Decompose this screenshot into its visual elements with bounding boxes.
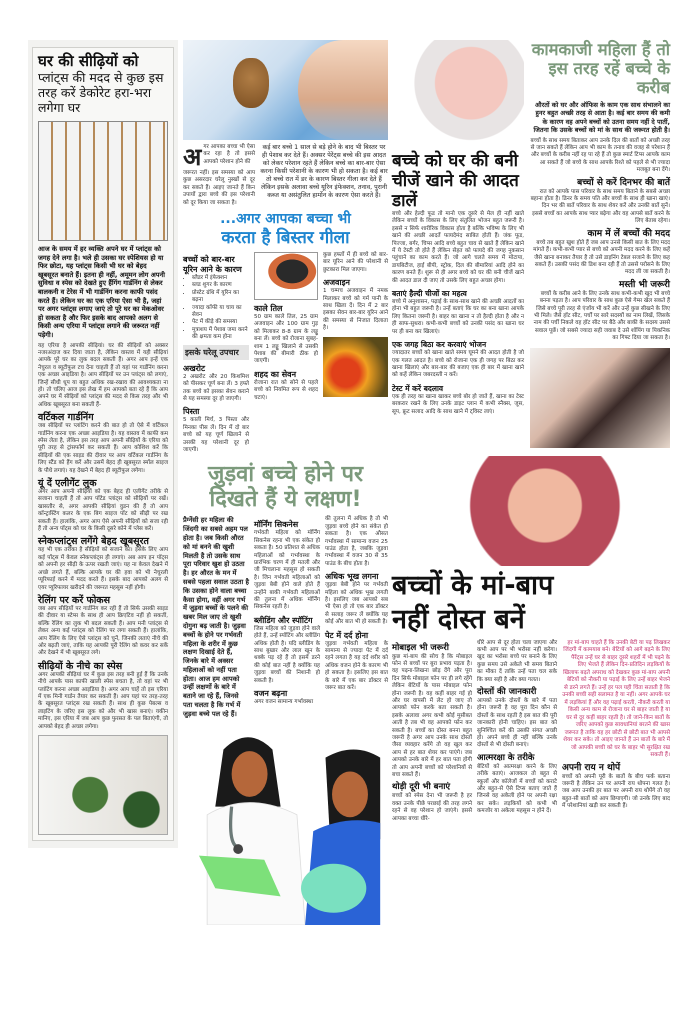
section-heading: शहद का सेवन — [254, 369, 297, 379]
cause-item: • ज्यादा कॉफी या चाय का सेवन — [192, 305, 249, 320]
cause-item: • ब्लड शुगर के कारण — [192, 282, 249, 289]
section-text: जब आप सीढ़ियों पर गार्डनिंग कर रही हैं तो सिर्फ उसकी साइड की दीवार या स्टेप्स के साथ ही आप क्रिएटिव नहीं हो सकतीं, बल्कि रेलिंग का लुक भी बदल सकती हैं। आप मनी प्लांट्स से लेकर अन्य कई प्लांट्स को रेलिंग पर लगा सकती हैं। हालांकि, आप रेलिंग के लिए ऐसे प्लांट्स को चुनें, जिनकी लताएं नीचे की ओर बढ़ती जाएं, ताकि यह आपकी पूरी रेलिंग को कवर कर सकें और देखने में भी खूबसूरत लगे। — [38, 605, 168, 657]
center-column — [183, 40, 388, 925]
parents-headline-line1: बच्चों के मां-बाप — [392, 569, 554, 601]
section-text: ज्यादातर बच्चों को खाना खाते समय घूमने की आदत होती है जो एक गलत आदत है। बच्चे को रोजाना एक ही जगह पर बिठा कर खाना खिलाएं और बार-बार की बजाए एक ही बार में खाना खाने को कहें लेकिन जबरदस्ती न करें। — [392, 350, 524, 379]
section-text: रात को आपके पास परिवार के साथ समय बिताने के सबसे अच्छा बहाना होता है। डिनर के समय पति और बच्चों के साथ ही खाना खाएं। दिन भर की बातें परिवार के साथ शेयर करें और उनकी बातें सुनें। इससे बच्चों का आपके साथ प्यार बढ़ेगा और वह आपसे बातें करने के लिए बेताब रहेगा। — [530, 188, 670, 225]
bedwetting-lead: कई बार बच्चे 1 साल से बड़े होने के बाद भी बिस्तर पर ही पेशाब कर देते हैं। अक्सर पेरेंट्स बच्चे की इस आदत को लेकर परेशान रहते हैं लेकिन बच्चे का बार-बार ऐसा करना किसी परेशानी के कारण भी हो सकता है। कई बार तो बच्चे रात में डर के कारण बिस्तर गीला कर देते हैं लेकिन इसके अलावा बच्चे यूरिन इंफेक्शन, तनाव, पुरानी कब्ज या असंतुलित हार्मोन के कारण ऐसा करते हैं। — [260, 144, 388, 199]
remedies-mid — [254, 303, 318, 402]
section-text: बच्चे में अनुशासन, पढ़ाई के साथ-साथ खाने की अच्छी आदतों का होना भी बहुत जरूरी है। उन्हें बताएं कि घर का बना खाना आपके लिए कितना जरूरी है। बाहर का खाना न तो हैल्दी होता है और न ही साफ-सुथरा। कभी-कभी बच्चों को उनकी पसंद का खाना घर पर ही बना कर खिलाएं। — [392, 299, 524, 335]
section-heading: अखरोट — [183, 363, 206, 373]
section-heading: स्नेकप्लांट्स लगेंगे बेहद खूबसूरत — [38, 536, 149, 548]
parents-columns — [392, 640, 670, 824]
parents-col2 — [477, 640, 557, 816]
section-heading: आत्मरक्षा के तरीके — [477, 752, 535, 763]
remedies-right-sections — [323, 277, 388, 332]
right-region — [392, 40, 670, 823]
causes-list — [183, 275, 249, 342]
child — [298, 40, 388, 140]
twins-headline — [183, 462, 388, 512]
causes-column — [183, 252, 249, 454]
parents-col2-sections — [477, 687, 557, 816]
bedwetting-headline-line1: ...अगर आपका बच्चा भी — [220, 211, 351, 228]
parents-headline — [392, 569, 670, 637]
section-text: जुड़वा बेबी होने पर गर्भवती महिला को अधिक भूख लगती है। इसलिए जब आपको सब भी ऐसा हो तो एक बार डॉक्टर से सलाह जरूर लें क्योंकि यह कोई और बात भी हो सकती है। — [325, 582, 388, 626]
section-heading: सीढ़ियों के नीचे का स्पेस — [38, 660, 123, 672]
section-text: आपको उनके दोस्तों के बारे में पता होना जरूरी है वह पूरा दिन कौन से दोस्तों के साथ रहती है इस बात की पूरी जानकारी होनी चाहिए। इस बात को सुनिश्चित करें की उसकी संगत अच्छी हो। अपने बच्चे ही नहीं बल्कि उनके दोस्तों से भी दोस्ती बनाएं। — [477, 698, 557, 749]
causes-title: बच्चों को बार-बार यूरिन आने के कारण — [183, 255, 242, 275]
section-heading: दोस्तों की जानकारी — [477, 687, 537, 697]
remedies-mid-column — [254, 252, 318, 402]
stairs-headline — [38, 53, 168, 115]
remedies-right — [323, 252, 388, 397]
section-text: अगर वजन सामान्य गर्भावस्था — [254, 699, 314, 706]
babyfood-sections — [392, 288, 524, 416]
section-heading: काले तिल — [254, 304, 283, 314]
drop-cap: अ — [183, 143, 202, 171]
section-heading: पेट में दर्द होना — [325, 630, 369, 640]
honey-photo — [323, 337, 388, 397]
section-text: एक ही तरह का खाना खाकर बच्चे बोर हो जाते हैं, खाना का टेस्ट बरकरार रखने के लिए उनके डाइट प्लान में कभी स्नैक्स, जूस, सूप, फ्रूट सलाद आदि के साथ खाने में ट्विस्ट लाएं। — [392, 393, 524, 415]
parents-col3-wrap — [562, 640, 670, 811]
bedwetting-lead-row — [183, 140, 388, 207]
babyfood-headline: बच्चे को घर की बनी चीजें खाने की आदत डालें — [392, 151, 519, 211]
section-heading: यूं दें एलीगेंट लुक — [38, 478, 97, 490]
right-top-row — [392, 40, 670, 448]
twins-col3-lead: की तुलना में अधिक है तो भी जुड़वा बच्चे होने का संकेत हो सकता है। एक औसत गर्भावस्था में सामान्य वजन 25 पाउंड होता है, जबकि जुड़वा गर्भावस्था में वजन 30 से 35 पाउंड के बीच होता है। — [325, 516, 388, 567]
cause-item: • पेट में कीड़े की समस्या — [192, 319, 249, 326]
section-heading: पिस्ता — [183, 407, 200, 417]
babyfood-article — [392, 40, 524, 416]
remedies-left — [183, 363, 249, 455]
stairs-headline-line1: घर की सीढ़ियों को — [38, 52, 139, 70]
bedwetting-headline — [183, 211, 388, 248]
section-heading: मॉर्निंग सिकनेस — [254, 520, 299, 530]
babyfood-body — [392, 211, 524, 416]
cause-item: • ब्लैडर में इंफेक्शन — [192, 275, 249, 282]
doctor-pregnant-woman-illustration — [183, 725, 388, 925]
stairs-intro: आज के समय में हर व्यक्ति अपने घर में प्लांट्स को जगह देने लगा है। भले ही उसका घर स्पेशियस हो या फिर छोटा, यह प्लांट्स किसी भी घर को बेहद खूबसूरत बनाते हैं। इतना ही नहीं, अमूमन लोग अपनी सुविधा व स्पेस को देखते हुए हैंगिंग गार्डनिंग से लेकर बालकनी व टेरेस में भी गार्डनिंग करना काफी पसंद करते हैं। लेकिन घर का एक एरिया ऐसा भी है, जहां पर अगर प्लांट्स लगाए जाएं तो पूरे घर का मेकओवर हो सकता है और फिर इसके बाद आपको अलग से किसी अन्य एरिया में प्लांट्स लगाने की जरूरत नहीं पड़ेगी। — [38, 245, 165, 339]
section-text: बच्चों के करीब आने के लिए उनके साथ कभी-कभी खुद भी बच्चे बनना पड़ता है। आप परिवार के साथ कुछ ऐसे गेम्स खेल सकते हैं जिसे बच्चे पूरी तरह से एंजॉय भी करें और उन्हें कुछ सीखने के लिए भी मिले। जैसे हॉट सीट, पर्चों पर सारे सदस्यों का नाम लिखें, जिसके नाम की पर्ची निकले वह हॉट सीट पर बैठे और बाकी के सदस्य उससे सवाल पूछें। जो सबसे ज्यादा सही जवाब दे उसे शॉपिंग या पिकनिक का गिफ्ट दिया जा सकता है। — [533, 290, 670, 342]
section-text: रोजाना रात को सोने से पहले बच्चे को नियमित रूप से शहद चटाएं। — [254, 379, 318, 401]
remedies-row — [183, 252, 388, 454]
section-text: गर्भवती महिला को मॉर्निंग सिकनेस रहना भी एक संकेत हो सकता है। 50 प्रतिशत से अधिक महिलाओं को गर्भावस्था के प्रारंभिक चरण में ही मतली और जी मिचलाना महसूस हो सकती है। जिन गर्भवती महिलाओं को जुड़वा बेबी होने वाले होते हैं उन्होंने बाकी गर्भवती महिलाओं की तुलना में अधिक मॉर्निंग सिकनेस रहती है। — [254, 530, 320, 611]
parents-col1 — [392, 640, 472, 824]
parents-headline-line2: नहीं दोस्त बनें — [392, 603, 525, 635]
spiral-stairs-photo — [38, 735, 168, 835]
section-text: 50 ग्राम काले तिल, 25 ग्राम अजवाइन और 100 ग्राम गुड़ को मिलाकर 8-8 ग्राम के लड्डू बना लें। बच्चे को रोजाना सुबह-शाम 1 लड्डू खिलाने से उसकी पेशाब की बीमारी ठीक हो जाएगी। — [254, 314, 318, 365]
bedwetting-intro-cont: जरूरत नहीं। इस समस्या को आप कुछ असरदार घरेलू नुस्खों से दूर कर सकते हैं। आइए जानते हैं किन उपायों द्वारा बच्चे की इस परेशानी को दूर किया जा सकता है। — [183, 170, 255, 206]
section-heading: टेस्ट में करें बदलाव — [392, 383, 444, 393]
stairs-headline-line2: प्लांट्स की मदद से कुछ इस तरह करें डेकोरेट हरा-भरा लगेगा घर — [38, 70, 164, 115]
working-headline: कामकाजी महिला हैं तो इस तरह रहें बच्चे के करीब — [531, 40, 670, 97]
babyfood-paragraph: बच्चे और हेल्दी फूड तो मानो एक दूसरे से मेल ही नहीं खाते लेकिन बच्चों के विकास के लिए संतुलित भोजन बहुत जरूरी है। इससे न सिर्फ शारीरिक विकास होता है बल्कि भविष्य के लिए भी खाने की अच्छी आदतें फायदेमंद साबित होती हैं। जंक फूड, पिज्जा, बर्गर, चिप्स आदि बच्चे बहुत चाव से खाते हैं लेकिन खाने में ये टेस्टी तो होते हैं लेकिन सेहत को फायदे की जगह नुकसान पहुंचाने का काम करते हैं। जो आगे चलते समय में मोटापा, डायबिटीज, हाई बीपी, स्ट्रोक, दिल की बीमारियां आदि होने का कारण बनते हैं। शुरू से ही अगर बच्चे को घर की बनी चीजें खाने की आदत डाल दी जाए तो उसके लिए बहुत अच्छा होगा। — [392, 211, 524, 284]
twins-headline-line1: जुड़वां बच्चे होने पर — [208, 462, 363, 488]
twins-col2 — [254, 516, 320, 706]
section-text: कुछ मां-बाप की सोच है कि मोबाइल फोन से बच्चों पर बुरा प्रभाव पड़ता है। वह पढ़ना-लिखना छोड़ देंगे और पूरा दिन सिर्फ मोबाइल फोन पर ही लगे रहेंगे लेकिन बेटियों के पास मोबाइल फोन होना जरूरी है। वह कहीं बाहर गई हो और घर वापसी में लेट हो जाए तो आपको फोन करके बता सकती है। इसके अलावा अगर कभी कोई मुसीबत आती है तब भी वह आपको फोन कर सकती है। बच्चों का दोस्त बनना बहुत जरूरी है अगर आप उनके साथ दोस्तों जैसा व्यवहार करेंगे तो वह खुल कर आप से हर बात शेयर कर पाएंगे। जब आपको उनके बारे में हर बात पता होगी तो आप अपनी बच्चों को परेशानियों से बचा सकते हैं। — [392, 653, 472, 779]
section-text: बेटियों को आत्मरक्षा करने के लिए तरीके बताएं। आजकल तो बहुत से स्कूलों और कॉलेजों में बच्चों को कराटे और बहुत-से ऐसे टिप्स बताए जाते हैं जिनसे वह अकेली होने पर अपनी रक्षा कर सके। लड़कियों को कभी भी कमजोर या अकेला महसूस न होने दें। — [477, 763, 557, 815]
section-heading: अजवाइन — [323, 278, 350, 288]
section-heading: एक जगह बिठा कर करवाएं भोजन — [392, 340, 487, 350]
section-heading: वजन बढ़ना — [254, 689, 288, 699]
section-heading: बच्चों से करें दिनभर की बातें — [577, 177, 670, 188]
working-mother-article — [530, 40, 670, 448]
parents-col3 — [562, 763, 670, 811]
bedwetting-intro-block — [183, 144, 255, 207]
section-text: जिस महिला को जुड़वा होने वाले होते हैं, उन्हें स्पॉटिंग और ब्लीडिंग अधिक होती है। यदि ब्लीडिंग के साथ बुखार और लाल खून के थक्के पड़ रहे हैं तो इसमें डरने की कोई बात नहीं है क्योंकि यह जुड़वा बच्चों की निशानी हो सकती है। — [254, 625, 320, 684]
twins-col3 — [325, 516, 388, 692]
section-heading: वर्टिकल गार्डनिंग — [38, 412, 94, 424]
section-text: अगर आपकी सीढ़ियां घर में कुछ इस तरह बनी हुई हैं कि उनके नीचे आपके पास काफी खाली स्पेस बचता है, तो वहां पर भी प्लांटिंग करना अच्छा आइडिया है। अगर आप चाहें तो इस एरिया में एक मिनी गार्डन तैयार कर सकती हैं। आप यहां पर तरह-तरह के खूबसूरत प्लांट्स रख सकती हैं। साथ ही कुछ पेबल्स व लाइटिंग के जरिए इस लुक को और भी खास बनाएं। यकीन मानिए, इस एरिया में जब आप कुछ फुरसत के पल बिताएंगी, तो आपको बेहद ही अच्छा लगेगा। — [38, 671, 168, 730]
mother-daughter-photo — [530, 348, 670, 448]
section-text: बच्चे तब बहुत खुश होते हैं जब आप उनसे किसी बात के लिए मदद मांगते हैं। कभी-कभी प्यार से बच्चे को अपनी मदद करने के लिए कहें जैसे खाना बनाकर तैयार है तो उसे डाइनिंग टेबल सजाने के लिए कह सकते हैं। उसकी पसंद की डिश बना रही हैं तो उससे परोसने के लिए मदद ली जा सकती है। — [533, 239, 670, 276]
girl-phone-photo — [392, 456, 670, 566]
section-heading: अधिक भूख लगना — [325, 572, 379, 582]
working-sections — [530, 178, 670, 343]
section-text: अगर आप अपनी सीढ़ियों को एक बेहद ही एलीगेंट तरीके से सजाना चाहती हैं तो आप पॉटेड प्लांट्स को सीढ़ियों पर रखें। खासतौर से, अगर आपकी सीढ़ियां वुडन की हैं तो आप कॉन्ट्रास्टिंग कलर के एक बिग साइज पॉट को सीढ़ी पर रख सकती हैं। हालांकि, अगर आप ऐसे अपनी सीढ़ियों को सजा रही हैं तो अन्य पॉट्स को घर के किसी दूसरे कोने में प्लेस करें। — [38, 489, 168, 533]
black-sesame-photo — [254, 252, 318, 300]
section-text: जुड़वा गर्भवती महिला के सामान्य से ज्यादा पेट में दर्द रहने लगता है यह दर्द शरीर को अधिक वजन होने के कारण भी हो सकता है। इसलिए इस बात के बारे में एक बार डॉक्टर से जरूर बात करें। — [325, 640, 388, 692]
bedwetting-intro: गर आपका बच्चा भी ऐसा कर रहा है तो इससे आपको परेशान होने की — [203, 144, 255, 165]
section-text: यह भी एक तरीका है सीढ़ियों को सजाने का। इसके लिए आप कई पॉट्स में केवल स्नेकप्लांट्स ही लगाएं। अब आप इन पॉट्स को अपनी हर सीढ़ी के ऊपर रखती जाएं। यह ना केवल देखने में अच्छे लगते हैं, बल्कि आपके घर की हवा को भी नेचुरली प्यूरिफाई करने में मदद करते हैं। इसके बाद आपको अलग से एयर प्यूरिफायर खरीदने की जरूरत महसूस नहीं होगी। — [38, 547, 168, 591]
stairs-paragraph: यह एरिया है आपकी सीढ़ियां। घर की सीढ़ियों को अक्सर नजरअंदाज कर दिया जाता है, लेकिन वास्तव में यही सीढ़ियां आपके पूरे घर का लुक बदल सकती हैं। अगर आप इन्हें एक नेचुरल व ब्यूटीफुल टच देना चाहती हैं तो यहां पर गार्डनिंग करना एक अच्छा आइडिया है। आप सीढ़ियों पर उन प्लांट्स को लगाएं, जिन्हें सीधी धूप या बहुत अधिक रख-रखाव की आवश्यकता ना हो। तो चलिए आज इस लेख में हम आपको बता रहे हैं कि आप अपने घर में सीढ़ियों को प्लांट्स की मदद से किस तरह और भी अधिक खूबसूरत बना सकती हैं- — [38, 342, 168, 408]
twins-col3-sections — [325, 571, 388, 692]
section-heading: काम में लें बच्चों की मदद — [587, 228, 670, 239]
section-heading: अपनी राय न थोपें — [562, 762, 621, 773]
section-heading: बताएं हैल्दी चीजों का महत्व — [392, 289, 467, 299]
section-heading: रेलिंग पर करें फोकस — [38, 594, 111, 606]
remedies-right-lead: कुछ हफ्तों में ही बच्चे को बार-बार यूरिन आने की परेशानी से छुटकारा मिल जाएगा। — [323, 252, 388, 273]
section-heading: थोड़ी दूरी भी बनाएं — [392, 782, 451, 793]
section-heading: मोबाइल भी जरूरी — [392, 642, 449, 653]
remedies-title: इसके घरेलू उपचार — [183, 345, 249, 360]
bedwetting-photo — [183, 40, 388, 140]
stairs-article-box — [32, 47, 174, 841]
twins-headline-line2: दिखते हैं ये लक्षण! — [209, 487, 362, 513]
section-text: बच्चों को अपनी पूरी के बातों के बीच फर्क बताना जरूरी है लेकिन उन पर अपनी राय थोपना गलत है। जब आप उनकी हर बात पर अपनी राय थोपेंगे तो वह बहुत-सी बातों को आप छिपाएगी। जो उनके लिए बाद में परेशानियां खड़ी कर सकती हैं। — [562, 773, 670, 810]
cause-item: • मूत्राशय में पेशाब जमा करने की क्षमता कम होना — [192, 327, 249, 342]
section-text: जब सीढ़ियों पर प्लांटिंग करने की बात हो तो ऐसे में वर्टिकल गार्डनिंग करना एक अच्छा आइडिया है। यह वास्तव में काफी कम स्पेस लेता है, लेकिन इस तरह आप अपनी सीढ़ियों के एरिया को पूरी तरह से ट्रांसफॉर्म कर सकती हैं। आप कोशिश करें कि सीढ़ियों की एक साइड की दीवार पर आप वर्टिकल गार्डनिंग के लिए स्टैंड को हैंग करें और उसमें बेहद ही खूबसूरत स्मॉल साइज के पौधे लगाएं। यह देखने में बेहद ही ब्यूटीफुल लगेगा। — [38, 423, 168, 474]
stairs-article — [28, 40, 178, 848]
bedwetting-headline-line2: करता है बिस्तर गीला — [221, 228, 350, 249]
section-heading: मस्ती भी जरूरी — [619, 279, 670, 290]
parents-pink-intro: हर मां-बाप चाहते हैं कि उनकी बेटी या पढ़ लिखकर जिंदगी में कामयाब बने। बेटियों को आगे बढ़ने के लिए पैरेंट्स उन्हें घर से बाहर दूसरे शहरों में भी पढ़ने के लिए भेजते हैं लेकिन दिन-प्रतिदिन लड़कियों के खिलाफ बढ़ते अपराध को देखकर कुछ मां-बाप अपनी बेटियों को नौकरी या पढ़ाई के लिए उन्हें बाहर भेजने से डरने लगते हैं। उन्हें हर पल यही चिंता सताती है कि उनकी बच्ची सही सलामत है या नहीं। अगर आपके घर में लड़कियां हैं और वह पढ़ाई करती, नौकरी करती या किसी अन्य काम से रोजाना घर से बाहर जाती है या घर से दूर कहीं बाहर रहती है। तो जाने-किन बातों के जरिए आपको कुछ सावधानियां बरतने की खास जरूरत है ताकि वह हर छोटी से छोटी बात भी आपसे शेयर कर सके। तो आइए जानते हैं उन बातों के बारे में जो आपकी बच्ची को घर के बाहर भी सुरक्षित रख सकती हैं। — [562, 639, 670, 759]
baby-eating-photo — [392, 40, 524, 148]
section-text: बच्चों को स्पेस देना भी जरूरी है हर वक्त उनके पीछे परछाई की तरह लगने रहने से वह परेशान हो जाएंगे। इससे आपका बच्चा धीरे- — [392, 793, 472, 822]
teddy-bear — [233, 58, 269, 108]
working-intro: औरतों को घर और ऑफिस के काम एक साथ संभालने का हुनर बहुत अच्छी तरह से आता है। कई बार समय की कमी के कारण वह अपने बच्चों को उतना समय नहीं दे पातीं, जितना कि उसके बच्चों को मां के साथ की जरूरत होती है। — [533, 101, 670, 135]
section-text: 2 अखरोट और 20 किशमिश को पीसकर चूर्ण बना लें। 3 हफ्ते तक बच्चे को इसका सेवन कराने से यह समस्या दूर हो जाएगी। — [183, 373, 249, 402]
twins-intro: प्रैग्नेंसी हर महिला की जिंदगी का सबसे अहम पल होता है। जब किसी औरत को मां बनने की खुशी मिलती है तो उसके साथ पूरा परिवार खुश हो उठता है। हर औरत के मन में सबसे पहला सवाल उठता है कि उसका होने वाला बच्चा कैसा होगा, वहीं अगर गर्भ में जुड़वा बच्चों के पलने की खबर मिल जाए तो खुशी दोगुना बढ़ जाती है। जुड़वा बच्चों के होने पर गर्भवती महिला के शरीर में कुछ लक्षण दिखाई देते हैं, जिनके बारे में अक्सर महिलाओं को नहीं पता होता। आज हम आपको उन्हीं लक्षणों के बारे में बताने जा रहे हैं, जिनसे पता चलता है कि गर्भ में जुड़वा बच्चे पल रहे हैं। — [183, 516, 250, 718]
stairs-sections — [38, 412, 168, 731]
section-heading: ब्लीडिंग और स्पॉटिंग — [254, 615, 313, 625]
parents-col2-lead: धीरे आप से दूर होता चला जाएगा और कभी आप पर भी भरोसा नहीं करेगा। खुद का भरोसा बच्चे पर बनाने के लिए कुछ समय उसे अकेले भी समय बिताने का मौका दें ताकि उन्हें पता चल सके कि क्या सही है और क्या गलत। — [477, 639, 557, 683]
twins-columns — [183, 516, 388, 718]
section-text: 1 चम्मच अजवाइन में नमक मिलाकर बच्चे को गर्म पानी के साथ खिला दें। दिन में 2 बार इसका सेवन बार-बार यूरिन आने की समस्या से निजात दिलाता है। — [323, 288, 388, 332]
cause-item: • प्रोस्टेट ग्रंथि में यूरिन का बढ़ना — [192, 290, 249, 305]
working-paragraph: बच्चों के साथ समय बिताकर आप उनके दिल की बातों को अच्छी तरह से जान सकते हैं लेकिन आप भी काम के तनाव की वजह से परेशान हैं और बच्चों के करीब नहीं रह पा रहे हैं तो कुछ स्मार्ट टिप्स आपके काम आ सकते हैं जो बच्चे के साथ आपके रिश्ते को पहले से भी ज्यादा मजबूत बना देंगे। — [530, 137, 670, 174]
section-text: 5 काली मिर्च, 3 पिस्ता और मिनका पीस लें। दिन में दो बार बच्चे को यह चूर्ण खिलाने से उसकी यह परेशानी दूर हो जाएगी। — [183, 417, 249, 453]
staircase-plants-photo — [38, 121, 168, 241]
